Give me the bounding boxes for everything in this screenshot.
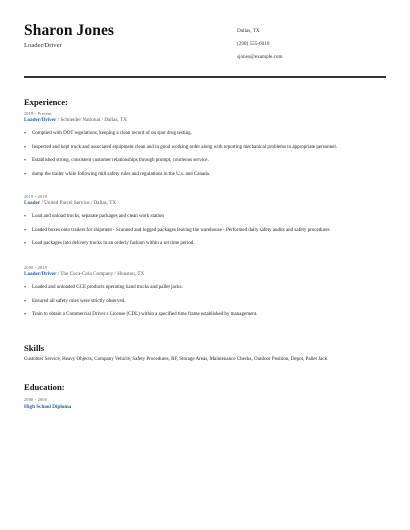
contact-phone: (290) 555-6010 — [237, 41, 270, 47]
skills-list: Customer Service, Heavy Objects, Company Vehicle, Safety Procedures, RF, Storage Areas, Maintenance Checks, Outdoor Position, Depot, Pallet Jack — [24, 357, 328, 362]
resume-header — [24, 22, 386, 78]
job-dates: 2019 - Present — [24, 111, 52, 116]
contact-email: sjones@example.com — [237, 54, 283, 60]
header-divider — [24, 76, 386, 78]
job-bullet: • Loaded and unloaded CCE products operating hand trucks and pallet jacks. — [24, 285, 386, 291]
education-heading: Education: — [24, 382, 65, 392]
job-company: / Schneider National / Dallas, TX — [56, 117, 127, 123]
job-dates: 2000 - 2019 — [24, 265, 48, 270]
job-entry — [24, 265, 386, 326]
job-dates: 2019 - 2019 — [24, 194, 48, 199]
job-role: Loader — [24, 200, 41, 206]
job-bullet: • Load packages into delivery trucks in an orderly fashion within a set time period. — [24, 241, 386, 247]
job-bullet: • Load and unload trucks, separate packages and clean work station — [24, 214, 386, 220]
job-bullet: • Complied with DOT regulations, keeping a clean record of on spot drug testing. — [24, 131, 386, 137]
job-entry — [24, 194, 386, 255]
job-role-line — [24, 117, 386, 124]
job-role-line — [24, 271, 386, 278]
education-degree: High School Diploma — [24, 404, 72, 410]
education-dates: 2000 - 2000 — [24, 397, 48, 402]
contact-location: Dallas, TX — [237, 28, 260, 34]
job-role: Loader/Driver — [24, 271, 57, 277]
candidate-title: Loader/Driver — [24, 42, 62, 49]
job-bullet: • Train to obtain a Commercial Driver s License (CDL) within a specified time frame established by management. — [24, 312, 386, 318]
skills-heading: Skills — [24, 343, 45, 353]
job-bullets — [24, 214, 386, 247]
job-bullet: • dump the trailer while following mill safety rules and regulations in the U.s. and Canada. — [24, 172, 386, 178]
job-role: Loader/Driver — [24, 117, 57, 123]
candidate-name: Sharon Jones — [24, 22, 115, 39]
job-role-line — [24, 200, 386, 207]
contact-info — [237, 28, 283, 67]
job-company: / United Parcel Service / Dallas, TX — [40, 200, 117, 206]
job-bullet: • Inspected and kept truck and associated equipment clean and in good working order along with reporting mechanical problems to appropriate personnel. — [24, 145, 386, 151]
job-bullets — [24, 285, 386, 318]
job-bullets — [24, 131, 386, 178]
job-entry — [24, 111, 386, 185]
education-entry — [24, 397, 71, 410]
job-bullet: • Loaded boxes onto trailers for shipment - Scanned and logged packages leaving the warehouse - Performed daily safety audits and safety procedures — [24, 228, 386, 234]
experience-heading: Experience: — [24, 97, 68, 107]
job-bullet: • Established strong, consistent customer relationships through prompt, courteous service. — [24, 158, 386, 164]
job-company: / The Coca-Cola Company / Houston, TX — [56, 271, 145, 277]
job-bullet: • Ensured all safety rules were strictly observed. — [24, 299, 386, 305]
